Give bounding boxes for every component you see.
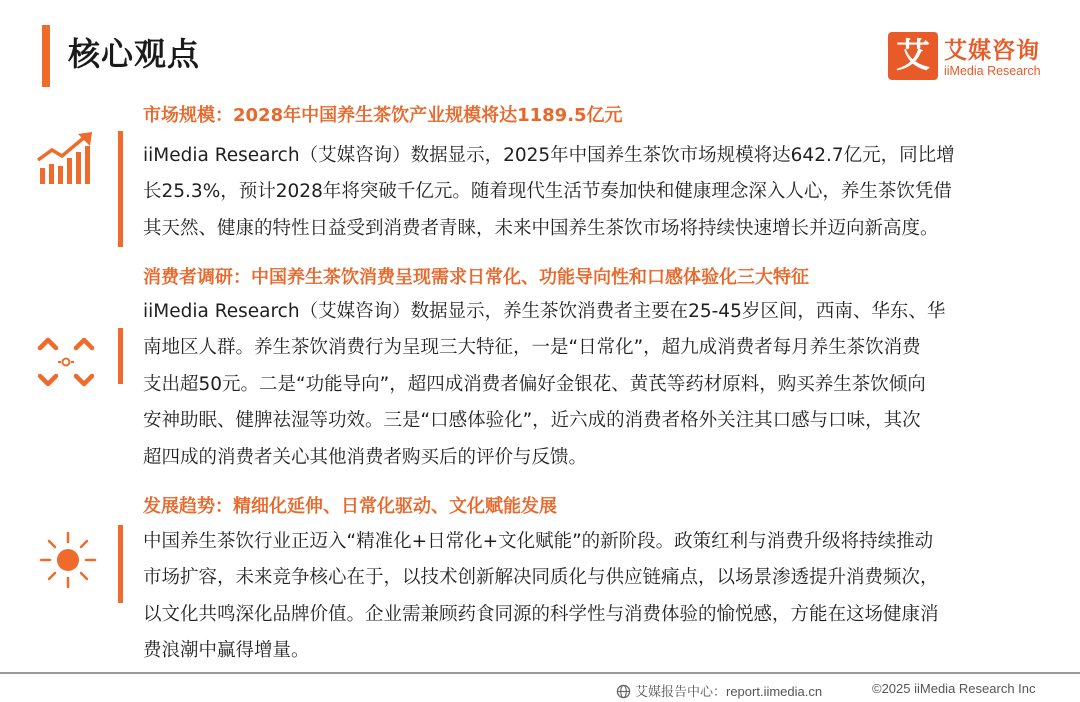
sun-icon (38, 530, 98, 594)
body-line: 费浪潮中赢得增量。 (143, 640, 310, 662)
growth-chart-icon (36, 130, 98, 192)
section-heading-consumer-research: 消费者调研：中国养生茶饮消费呈现需求日常化、功能导向性和口感体验化三大特征 (143, 267, 809, 288)
section-body-consumer-research (143, 294, 1048, 476)
footer-divider (0, 672, 1080, 674)
body-line: 长25.3%，预计2028年将突破千亿元。随着现代生活节奏加快和健康理念深入人心，养生茶饮凭借 (143, 181, 952, 203)
section-divider-bar (118, 131, 123, 247)
globe-icon (616, 684, 631, 702)
section-body-trends (143, 524, 1048, 670)
logo-name-en: iiMedia Research (944, 64, 1041, 78)
footer-source-text[interactable]: 艾媒报告中心：report.iimedia.cn (635, 684, 823, 699)
body-line: 超四成的消费者关心其他消费者购买后的评价与反馈。 (143, 446, 588, 468)
body-line: 市场扩容，未来竞争核心在于，以技术创新解决同质化与供应链痛点，以场景渗透提升消费频次， (143, 567, 939, 589)
body-line: 以文化共鸣深化品牌价值。企业需兼顾药食同源的科学性与消费体验的愉悦感，方能在这场健康消 (143, 603, 939, 625)
brand-logo (888, 28, 1063, 84)
section-heading-market-size: 市场规模：2028年中国养生茶饮产业规模将达1189.5亿元 (143, 105, 623, 126)
body-line: 中国养生茶饮行业正迈入“精准化+日常化+文化赋能”的新阶段。政策红利与消费升级将持续推动 (143, 531, 934, 552)
footer-source (616, 681, 822, 702)
logo-name-cn: 艾媒咨询 (944, 38, 1040, 64)
body-line: iiMedia Research（艾媒咨询）数据显示，养生茶饮消费者主要在25-45岁区间，西南、华东、华 (143, 301, 946, 322)
body-line: 南地区人群。养生茶饮消费行为呈现三大特征，一是“日常化”，超九成消费者每月养生茶饮消费 (143, 337, 921, 359)
section-body-market-size (143, 138, 1048, 247)
page-title: 核心观点 (68, 35, 201, 73)
title-accent-bar (42, 25, 50, 87)
body-line: iiMedia Research（艾媒咨询）数据显示，2025年中国养生茶饮市场规模将达642.7亿元，同比增 (143, 145, 955, 166)
body-line: 安神助眠、健脾祛湿等功效。三是“口感体验化”，近六成的消费者格外关注其口感与口味，其次 (143, 410, 921, 432)
footer-copyright: ©2025 iiMedia Research Inc (872, 681, 1036, 696)
section-divider-bar (118, 525, 123, 603)
focus-arrows-icon (36, 332, 96, 396)
logo-mark: 艾 (888, 32, 938, 80)
body-line: 其天然、健康的特性日益受到消费者青睐，未来中国养生茶饮市场将持续快速增长并迈向新高度。 (143, 217, 939, 239)
section-divider-bar (118, 328, 123, 384)
section-heading-trends: 发展趋势：精细化延伸、日常化驱动、文化赋能发展 (143, 496, 557, 517)
body-line: 支出超50元。二是“功能导向”，超四成消费者偏好金银花、黄芪等药材原料，购买养生茶饮倾向 (143, 373, 926, 395)
